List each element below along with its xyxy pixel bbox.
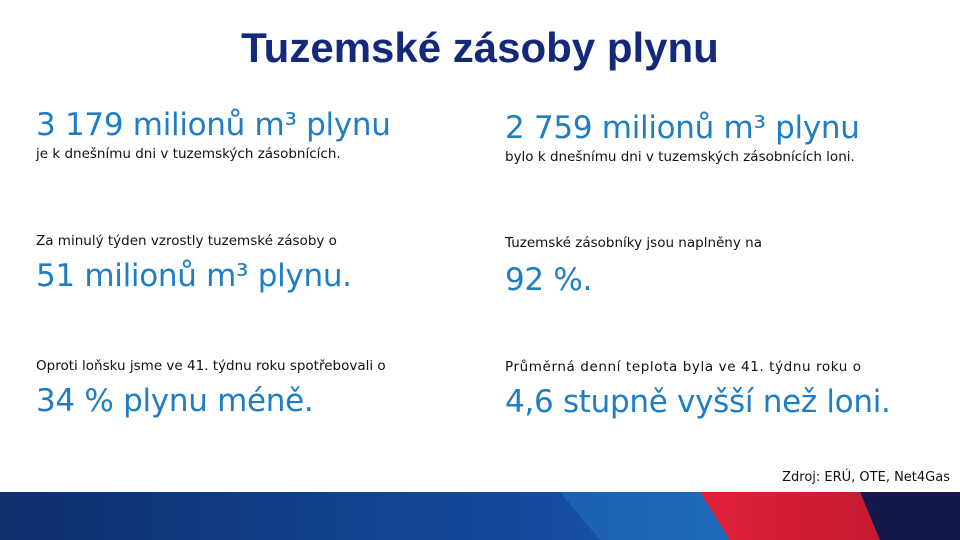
left-stat-1-value: 3 179 milionů m³ plynu: [36, 107, 391, 143]
left-stat-2-value: 51 milionů m³ plynu.: [36, 258, 352, 294]
right-column: [505, 0, 945, 470]
left-stat-1-caption: je k dnešnímu dni v tuzemských zásobnících.: [36, 146, 341, 162]
source-note: Zdroj: ERÚ, OTE, Net4Gas: [782, 470, 950, 485]
footer-band-red-wedge: [700, 492, 880, 540]
right-stat-3-caption: Průměrná denní teplota byla ve 41. týdnu roku o: [505, 359, 862, 375]
left-stat-block-3: [36, 356, 476, 420]
left-stat-block-1: [36, 106, 476, 164]
left-stat-3-value: 34 % plynu méně.: [36, 383, 314, 419]
right-stat-2-value: 92 %.: [505, 262, 593, 298]
right-stat-block-3: [505, 357, 945, 421]
left-stat-2-caption: Za minulý týden vzrostly tuzemské zásoby o: [36, 233, 337, 249]
right-stat-block-2: [505, 233, 945, 299]
slide-title: Tuzemské zásoby plynu: [241, 24, 719, 71]
right-stat-block-1: [505, 109, 945, 167]
footer-decor-band: [0, 492, 960, 540]
left-stat-block-2: [36, 231, 476, 295]
right-stat-3-value: 4,6 stupně vyšší než loni.: [505, 384, 891, 420]
left-column: [36, 0, 476, 470]
right-stat-1-caption: bylo k dnešnímu dni v tuzemských zásobnících loni.: [505, 149, 855, 165]
right-stat-2-caption: Tuzemské zásobníky jsou naplněny na: [505, 235, 762, 251]
right-stat-1-value: 2 759 milionů m³ plynu: [505, 110, 860, 146]
left-stat-3-caption: Oproti loňsku jsme ve 41. týdnu roku spotřebovali o: [36, 358, 386, 374]
